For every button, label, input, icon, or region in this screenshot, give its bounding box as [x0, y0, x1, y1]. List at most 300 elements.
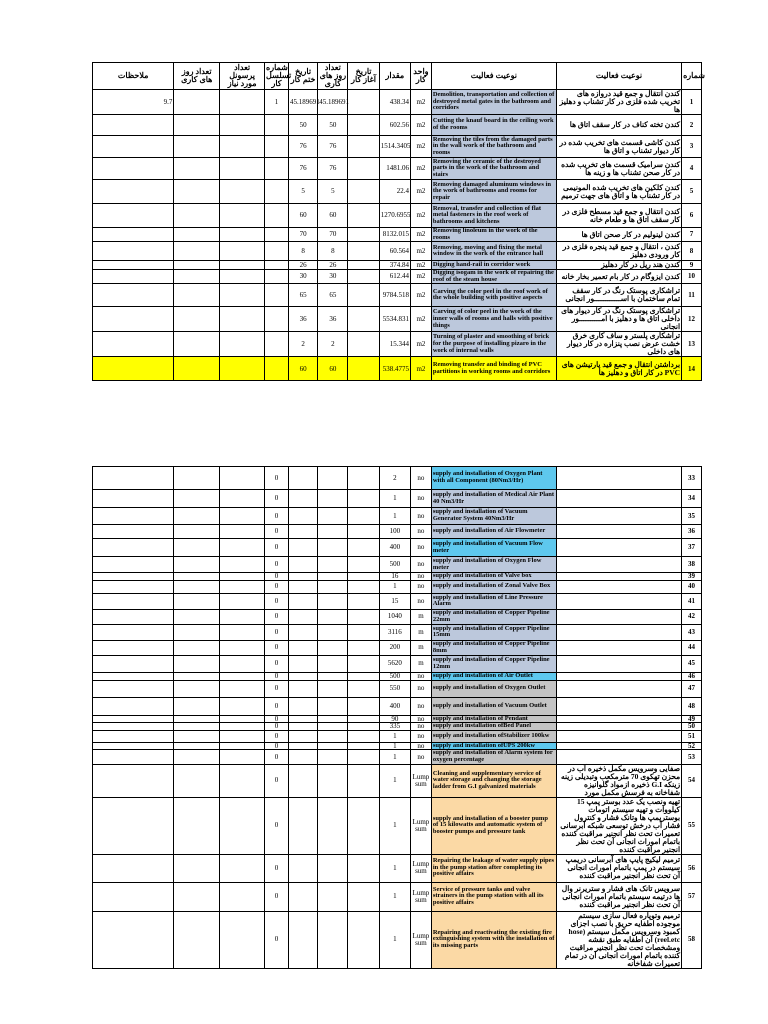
end-date-cell: 2: [289, 332, 318, 357]
row-number-cell: 33: [682, 467, 702, 490]
end-date-cell: 0: [265, 723, 289, 731]
unit-cell: no: [411, 742, 432, 750]
desc-en-cell: supply and installation ofUPS 200kw: [431, 742, 556, 750]
start-date-cell: [318, 655, 348, 672]
desc-en-cell: Removing linoleum in the work of the rooms: [431, 228, 556, 242]
workdays-cell: [174, 357, 220, 381]
notes-cell: [93, 911, 174, 968]
start-date-cell: [348, 136, 379, 158]
notes-cell: [93, 797, 174, 854]
desc-en-cell: Service of pressure tanks and valve strainers in the pump station with all its positive affairs: [431, 882, 556, 911]
staff-cell: [220, 307, 265, 332]
unit-cell: no: [411, 557, 432, 573]
end-date-cell: 0: [265, 580, 289, 593]
days-cell: 26: [318, 261, 348, 270]
desc-fa-cell: کندن هند ریل در کار دهلیز: [556, 261, 681, 270]
notes-cell: [93, 228, 174, 242]
header-seq: شماره تسلسل کار: [266, 63, 292, 88]
notes-cell: [93, 680, 174, 697]
unit-cell: no: [411, 680, 432, 697]
unit-cell: m: [411, 655, 432, 672]
header-qty: مقدار: [379, 63, 410, 90]
days-cell: [289, 797, 318, 854]
desc-en-cell: supply and installation ofBed Panel: [431, 723, 556, 731]
unit-cell: m2: [411, 136, 432, 158]
desc-en-cell: Removing transfer and binding of PVC partitions in working rooms and corridors: [431, 357, 556, 381]
row-number-cell: 56: [682, 854, 702, 882]
workdays-cell: [174, 136, 220, 158]
days-cell: [289, 624, 318, 640]
qty-cell: 2: [379, 467, 410, 490]
staff-cell: [220, 332, 265, 357]
workdays-cell: [174, 307, 220, 332]
desc-fa-cell: [556, 697, 681, 715]
days-cell: [289, 742, 318, 750]
header-desc-en: نوعیت فعالیت: [431, 63, 556, 90]
workdays-cell: [174, 715, 220, 723]
start-date-cell: [318, 764, 348, 797]
staff-cell: [220, 284, 265, 307]
seq-cell: [348, 882, 379, 911]
notes-cell: 9.7: [93, 90, 174, 115]
qty-cell: 1040: [379, 609, 410, 624]
seq-cell: [265, 204, 289, 228]
workdays-cell: [174, 270, 220, 284]
qty-cell: 612.44: [379, 270, 410, 284]
workdays-cell: [174, 882, 220, 911]
end-date-cell: 0: [265, 742, 289, 750]
notes-cell: [93, 730, 174, 742]
workdays-cell: [174, 508, 220, 525]
desc-fa-cell: کندن لینولیم در کار صحن اتاق ها: [556, 228, 681, 242]
qty-cell: 1: [379, 730, 410, 742]
workdays-cell: [174, 158, 220, 180]
start-date-cell: [348, 158, 379, 180]
desc-en-cell: supply and installation of Alarm system for oxygen percentage: [431, 750, 556, 764]
notes-cell: [93, 624, 174, 640]
seq-cell: [348, 655, 379, 672]
start-date-cell: [348, 284, 379, 307]
seq-cell: [348, 854, 379, 882]
seq-cell: [265, 261, 289, 270]
table-row: [93, 115, 702, 136]
unit-cell: m2: [411, 270, 432, 284]
seq-cell: [348, 715, 379, 723]
seq-cell: [348, 557, 379, 573]
desc-en-cell: supply and installation of Medical Air Plant 40 Nm3/Hr: [431, 490, 556, 508]
row-number-cell: 13: [682, 332, 702, 357]
seq-cell: [265, 284, 289, 307]
end-date-cell: 0: [265, 467, 289, 490]
desc-fa-cell: [556, 525, 681, 539]
table-header-row: [93, 63, 702, 90]
notes-cell: [93, 508, 174, 525]
start-date-cell: [318, 882, 348, 911]
table-row: [93, 640, 702, 655]
unit-cell: m: [411, 624, 432, 640]
notes-cell: [93, 357, 174, 381]
seq-cell: [348, 609, 379, 624]
end-date-cell: 0: [265, 573, 289, 581]
workdays-cell: [174, 750, 220, 764]
start-date-cell: [318, 911, 348, 968]
seq-cell: [348, 680, 379, 697]
days-cell: [289, 467, 318, 490]
days-cell: [289, 593, 318, 609]
days-cell: [289, 525, 318, 539]
end-date-cell: 60: [289, 357, 318, 381]
desc-en-cell: supply and installation of Air Outlet: [431, 672, 556, 680]
seq-cell: [348, 467, 379, 490]
start-date-cell: [348, 261, 379, 270]
qty-cell: 1: [379, 764, 410, 797]
row-number-cell: 44: [682, 640, 702, 655]
table-row: [93, 797, 702, 854]
workdays-cell: [174, 580, 220, 593]
seq-cell: [348, 573, 379, 581]
seq-cell: [348, 490, 379, 508]
workdays-cell: [174, 624, 220, 640]
desc-en-cell: Removing damaged aluminum windows in the work of bathrooms and rooms for repair: [431, 180, 556, 204]
days-cell: [289, 911, 318, 968]
row-number-cell: 48: [682, 697, 702, 715]
desc-en-cell: Cutting the knauf board in the ceiling work of the rooms: [431, 115, 556, 136]
table-row: [93, 750, 702, 764]
qty-cell: 438.34: [379, 90, 410, 115]
seq-cell: [348, 672, 379, 680]
header-unit: واحد کار: [411, 63, 432, 90]
desc-fa-cell: [556, 593, 681, 609]
start-date-cell: [318, 640, 348, 655]
start-date-cell: [318, 525, 348, 539]
days-cell: [289, 854, 318, 882]
start-date-cell: [348, 180, 379, 204]
days-cell: [289, 764, 318, 797]
seq-cell: [348, 730, 379, 742]
days-cell: [289, 672, 318, 680]
qty-cell: 400: [379, 539, 410, 557]
table-row: [93, 90, 702, 115]
desc-en-cell: Removal, transfer and collection of flat metal fasteners in the roof work of bathrooms and kitchens: [431, 204, 556, 228]
seq-cell: 1: [265, 90, 289, 115]
seq-cell: [348, 508, 379, 525]
notes-cell: [93, 723, 174, 731]
desc-en-cell: Removing the ceramic of the destroyed parts in the work of the bathroom and stairs: [431, 158, 556, 180]
start-date-cell: [348, 357, 379, 381]
start-date-cell: [318, 854, 348, 882]
staff-cell: [220, 557, 265, 573]
unit-cell: m2: [411, 307, 432, 332]
unit-cell: Lump sum: [411, 854, 432, 882]
end-date-cell: 0: [265, 764, 289, 797]
days-cell: 45.189691: [318, 90, 348, 115]
staff-cell: [220, 180, 265, 204]
start-date-cell: [348, 228, 379, 242]
notes-cell: [93, 467, 174, 490]
seq-cell: [265, 242, 289, 261]
workdays-cell: [174, 284, 220, 307]
end-date-cell: 0: [265, 593, 289, 609]
desc-fa-cell: [556, 467, 681, 490]
seq-cell: [348, 697, 379, 715]
desc-en-cell: supply and installation of Vacuum Flow meter: [431, 539, 556, 557]
unit-cell: m2: [411, 357, 432, 381]
days-cell: [289, 557, 318, 573]
desc-fa-cell: سرویس تانک های فشار و ستریرنر وال ها درتیمه سیستم باتمام امورات انجانی آن تحت نظر انجنیر مراقبت کننده: [556, 882, 681, 911]
end-date-cell: 0: [265, 911, 289, 968]
qty-cell: 1: [379, 490, 410, 508]
table-row: [93, 332, 702, 357]
unit-cell: no: [411, 593, 432, 609]
days-cell: 50: [318, 115, 348, 136]
staff-cell: [220, 680, 265, 697]
days-cell: [289, 490, 318, 508]
desc-en-cell: supply and installation of Copper Pipeline 8mm: [431, 640, 556, 655]
end-date-cell: 0: [265, 797, 289, 854]
work-activities-table-1: [92, 62, 705, 381]
row-number-cell: 52: [682, 742, 702, 750]
start-date-cell: [318, 593, 348, 609]
desc-en-cell: supply and installation of Oxygen Plant with all Component (80Nm3/Hr): [431, 467, 556, 490]
notes-cell: [93, 136, 174, 158]
desc-en-cell: Repairing the leakage of water supply pipes in the pump station after completing its positive affairs: [431, 854, 556, 882]
seq-cell: [348, 723, 379, 731]
notes-cell: [93, 715, 174, 723]
unit-cell: no: [411, 715, 432, 723]
table-row: [93, 261, 702, 270]
desc-fa-cell: [556, 750, 681, 764]
end-date-cell: 0: [265, 539, 289, 557]
unit-cell: m2: [411, 284, 432, 307]
workdays-cell: [174, 490, 220, 508]
table-row: [93, 655, 702, 672]
row-number-cell: 4: [682, 158, 702, 180]
qty-cell: 8132.015: [379, 228, 410, 242]
desc-en-cell: supply and installation of Zonal Valve Box: [431, 580, 556, 593]
notes-cell: [93, 158, 174, 180]
unit-cell: m: [411, 640, 432, 655]
start-date-cell: [318, 557, 348, 573]
days-cell: [289, 640, 318, 655]
qty-cell: 374.84: [379, 261, 410, 270]
end-date-cell: 26: [289, 261, 318, 270]
days-cell: [289, 750, 318, 764]
workdays-cell: [174, 539, 220, 557]
table-row: [93, 228, 702, 242]
row-number-cell: 10: [682, 270, 702, 284]
staff-cell: [220, 723, 265, 731]
seq-cell: [348, 764, 379, 797]
start-date-cell: [348, 270, 379, 284]
desc-en-cell: supply and installation of Copper Pipeline 15mm: [431, 624, 556, 640]
unit-cell: no: [411, 467, 432, 490]
staff-cell: [220, 882, 265, 911]
notes-cell: [93, 180, 174, 204]
start-date-cell: [318, 742, 348, 750]
row-number-cell: 43: [682, 624, 702, 640]
notes-cell: [93, 854, 174, 882]
workdays-cell: [174, 204, 220, 228]
start-date-cell: [348, 307, 379, 332]
unit-cell: m2: [411, 90, 432, 115]
workdays-cell: [174, 742, 220, 750]
unit-cell: m2: [411, 332, 432, 357]
desc-en-cell: supply and installation of Air Flowmeter: [431, 525, 556, 539]
table-row: [93, 307, 702, 332]
notes-cell: [93, 261, 174, 270]
staff-cell: [220, 508, 265, 525]
unit-cell: m2: [411, 115, 432, 136]
end-date-cell: 0: [265, 680, 289, 697]
unit-cell: Lump sum: [411, 911, 432, 968]
qty-cell: 400: [379, 697, 410, 715]
desc-fa-cell: [556, 539, 681, 557]
row-number-cell: 39: [682, 573, 702, 581]
days-cell: [289, 730, 318, 742]
desc-fa-cell: تراشکاری پوستک رنگ در کار دیوار های داخلی اتاق ها و دهلیز با امــــــــــور انجانی: [556, 307, 681, 332]
end-date-cell: 76: [289, 136, 318, 158]
staff-cell: [220, 357, 265, 381]
table-row: [93, 180, 702, 204]
unit-cell: no: [411, 525, 432, 539]
table-row: [93, 593, 702, 609]
seq-cell: [348, 525, 379, 539]
desc-en-cell: Repairing and reactivating the existing fire extinguishing system with the installation of its missing parts: [431, 911, 556, 968]
table-row: [93, 467, 702, 490]
seq-cell: [265, 115, 289, 136]
days-cell: [289, 882, 318, 911]
days-cell: [289, 580, 318, 593]
end-date-cell: 0: [265, 730, 289, 742]
table-row: [93, 539, 702, 557]
table-row: [93, 136, 702, 158]
unit-cell: no: [411, 672, 432, 680]
seq-cell: [265, 357, 289, 381]
staff-cell: [220, 764, 265, 797]
unit-cell: no: [411, 750, 432, 764]
desc-fa-cell: تراشکاری پلستر و ساف کاری خرق خشت عرض نصب پنزاره در کار دیوار های داخلی: [556, 332, 681, 357]
staff-cell: [220, 228, 265, 242]
row-number-cell: 53: [682, 750, 702, 764]
desc-en-cell: Digging hand-rail in corridor work: [431, 261, 556, 270]
row-number-cell: 37: [682, 539, 702, 557]
workdays-cell: [174, 609, 220, 624]
days-cell: 60: [318, 204, 348, 228]
notes-cell: [93, 204, 174, 228]
row-number-cell: 54: [682, 764, 702, 797]
staff-cell: [220, 640, 265, 655]
desc-fa-cell: [556, 742, 681, 750]
days-cell: 8: [318, 242, 348, 261]
row-number-cell: 36: [682, 525, 702, 539]
desc-en-cell: supply and installation of Line Pressure Alarm: [431, 593, 556, 609]
row-number-cell: 5: [682, 180, 702, 204]
seq-cell: [348, 911, 379, 968]
start-date-cell: [348, 204, 379, 228]
desc-fa-cell: [556, 580, 681, 593]
desc-fa-cell: کندن کاشی قسمت های تخریب شده در کار دیوار تشناب و اتاق ها: [556, 136, 681, 158]
desc-fa-cell: صفایی وسرویس مکمل ذخیره آب در محزن تهکوی 70 مترمکعب وتبدیلی زینه زینکه G.I ذخیره ازمواد گلوانیزه شفاخانه به فرسش مکمل مورد: [556, 764, 681, 797]
unit-cell: no: [411, 508, 432, 525]
qty-cell: 100: [379, 525, 410, 539]
row-number-cell: 3: [682, 136, 702, 158]
staff-cell: [220, 204, 265, 228]
qty-cell: 3116: [379, 624, 410, 640]
table-row: [93, 158, 702, 180]
qty-cell: 1270.6955: [379, 204, 410, 228]
staff-cell: [220, 158, 265, 180]
unit-cell: m: [411, 609, 432, 624]
table-row: [93, 490, 702, 508]
table-row: [93, 284, 702, 307]
notes-cell: [93, 573, 174, 581]
desc-fa-cell: [556, 508, 681, 525]
workdays-cell: [174, 180, 220, 204]
days-cell: [289, 655, 318, 672]
workdays-cell: [174, 730, 220, 742]
row-number-cell: 2: [682, 115, 702, 136]
notes-cell: [93, 270, 174, 284]
unit-cell: no: [411, 580, 432, 593]
notes-cell: [93, 672, 174, 680]
desc-en-cell: Turning of plaster and smoothing of brick for the purpose of installing pizaro in the work of internal walls: [431, 332, 556, 357]
desc-en-cell: supply and installation of a booster pump of 15 kilowatts and automatic system of booster pumps and pressure tank: [431, 797, 556, 854]
row-number-cell: 41: [682, 593, 702, 609]
table-row: [93, 680, 702, 697]
row-number-cell: 9: [682, 261, 702, 270]
row-number-cell: 47: [682, 680, 702, 697]
table-row: [93, 723, 702, 731]
staff-cell: [220, 525, 265, 539]
days-cell: 76: [318, 158, 348, 180]
desc-fa-cell: [556, 730, 681, 742]
desc-en-cell: Cleaning and supplementary service of water storage and changing the storage ladder from G.I galvanized materials: [431, 764, 556, 797]
staff-cell: [220, 797, 265, 854]
desc-fa-cell: کندن سرامیک قسمت های تخریب شده در کار صحن تشناب ها و زینه ها: [556, 158, 681, 180]
seq-cell: [265, 307, 289, 332]
workdays-cell: [174, 557, 220, 573]
qty-cell: 22.4: [379, 180, 410, 204]
qty-cell: 5534.831: [379, 307, 410, 332]
workdays-cell: [174, 115, 220, 136]
desc-fa-cell: [556, 672, 681, 680]
unit-cell: no: [411, 723, 432, 731]
start-date-cell: [318, 730, 348, 742]
table-row: [93, 882, 702, 911]
staff-cell: [220, 742, 265, 750]
qty-cell: 9784.518: [379, 284, 410, 307]
desc-fa-cell: [556, 640, 681, 655]
desc-en-cell: Carving the color peel in the roof work of the whole building with positive aspects: [431, 284, 556, 307]
table-row: [93, 270, 702, 284]
qty-cell: 500: [379, 672, 410, 680]
qty-cell: 602.56: [379, 115, 410, 136]
end-date-cell: 50: [289, 115, 318, 136]
qty-cell: 1: [379, 911, 410, 968]
qty-cell: 16: [379, 573, 410, 581]
row-number-cell: 50: [682, 723, 702, 731]
end-date-cell: 0: [265, 715, 289, 723]
desc-fa-cell: [556, 715, 681, 723]
start-date-cell: [318, 467, 348, 490]
start-date-cell: [318, 539, 348, 557]
end-date-cell: 0: [265, 750, 289, 764]
desc-fa-cell: ترمیم لیکیج پایپ های آبرسانی دریمپ سیستم در پمپ باتمام امورات انجانی آن تحت نظر انجنیر مراقبت کننده: [556, 854, 681, 882]
end-date-cell: 0: [265, 640, 289, 655]
desc-en-cell: supply and installation of Valve box: [431, 573, 556, 581]
unit-cell: m2: [411, 261, 432, 270]
end-date-cell: 0: [265, 655, 289, 672]
